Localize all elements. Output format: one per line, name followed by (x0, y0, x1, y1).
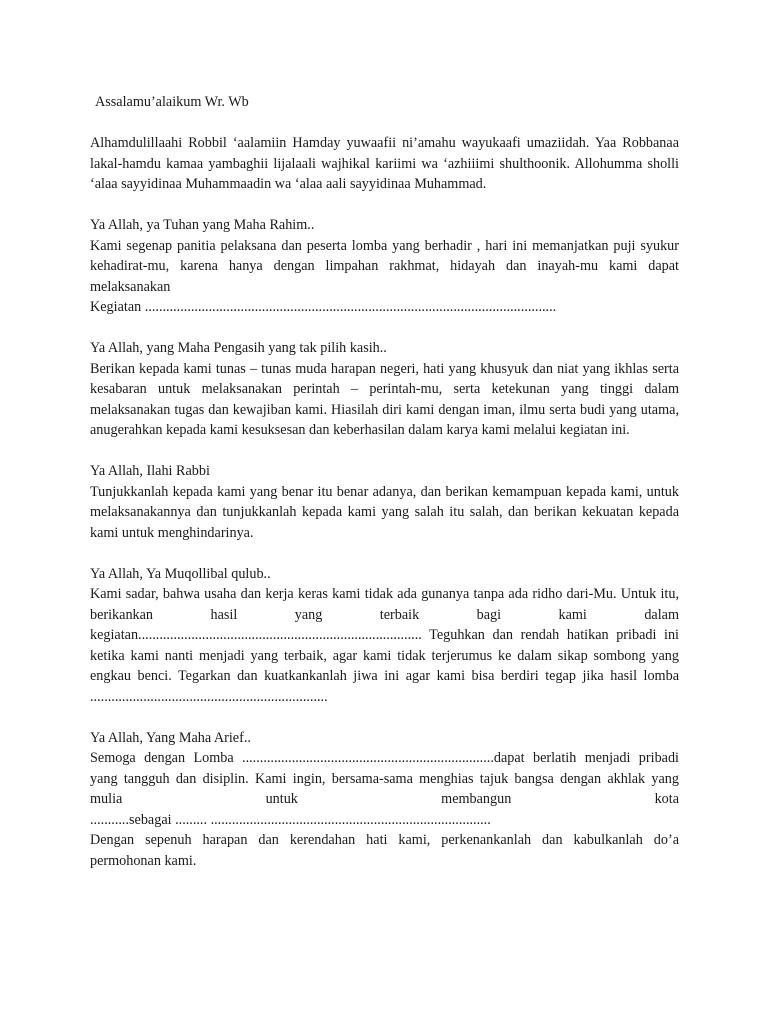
section-pengasih (90, 338, 679, 441)
section-heading: Ya Allah, Ilahi Rabbi (90, 463, 210, 479)
section-body: Kami segenap panitia pelaksana dan peserta lomba yang berhadir , hari ini memanjatkan puji syukur kehadirat-mu, karena hanya dengan limpahan rakhmat, hidayah dan inayah-mu kami dapat melaksanakan (90, 237, 679, 295)
section-heading: Ya Allah, yang Maha Pengasih yang tak pilih kasih.. (90, 340, 387, 356)
section-body-continuation: Kegiatan .................................................................................................................... (90, 299, 557, 315)
section-body: Tunjukkanlah kepada kami yang benar itu benar adanya, dan berikan kemampuan kepada kami, untuk melaksanakannya dan tunjukkanlah kepada kami yang salah itu salah, dan berikan kekuatan kepada kami untuk menghindarinya. (90, 483, 679, 541)
section-body: Semoga dengan Lomba .......................................................................dapat berlatih menjadi pribadi yang tangguh dan disiplin. Kami ingin, bersama-sama menghias tajuk bangsa dengan akhlak yang mulia untuk membangun kota (90, 750, 679, 807)
section-body-continuation: ...........sebagai ......... ............................................................................... (90, 811, 491, 828)
section-body: Kami sadar, bahwa usaha dan kerja keras kami tidak ada gunanya tanpa ada ridho dari-Mu. Untuk itu, berikankan hasil yang terbaik bagi kami dalam kegiatan................................................................................ Teguhkan dan rendah hatikan pribadi ini ketika kami nanti menjadi yang terbaik, agar kami tidak terjerumus ke dalam sikap sombong yang engkau benci. Tegarkan dan kuatkankanlah jiwa ini agar kami bisa berdiri tegap jika hasil lomba ................................................................... (90, 586, 679, 705)
section-body: Berikan kepada kami tunas – tunas muda harapan negeri, hati yang khusyuk dan niat yang ikhlas serta kesabaran untuk melaksanakan perintah – perintah-mu, serta ketekunan yang tinggi dalam melaksanakan tugas dan kewajiban kami. Hiasilah diri kami dengan iman, ilmu serta budi yang utama, anugerahkan kepada kami kesuksesan dan keberhasilan dalam karya kami melalui kegiatan ini. (90, 360, 679, 438)
section-arief (90, 728, 679, 872)
section-heading: Ya Allah, Ya Muqollibal qulub.. (90, 565, 271, 582)
section-heading: Ya Allah, Yang Maha Arief.. (90, 729, 251, 746)
document-page (90, 92, 679, 892)
section-rahim (90, 215, 679, 318)
greeting: Assalamu’alaikum Wr. Wb (95, 94, 249, 110)
section-ilahi-rabbi (90, 461, 679, 543)
closing-prayer: Dengan sepenuh harapan dan kerendahan hati kami, perkenankanlah dan kabulkanlah do’a permohonan kami. (90, 832, 679, 869)
section-heading: Ya Allah, ya Tuhan yang Maha Rahim.. (90, 217, 315, 233)
opening-paragraph: Alhamdulillaahi Robbil ‘aalamiin Hamday yuwaafii ni’amahu wayukaafi umaziidah. Yaa Robbanaa lakal-hamdu kamaa yambaghii lijalaali wajhikal kariimi wa ‘azhiiimi shulthoonik. Allohumma sholli ‘alaa sayyidinaa Muhammaadin wa ‘alaa aali sayyidinaa Muhammad. (90, 135, 679, 192)
section-muqollibal (90, 564, 679, 708)
